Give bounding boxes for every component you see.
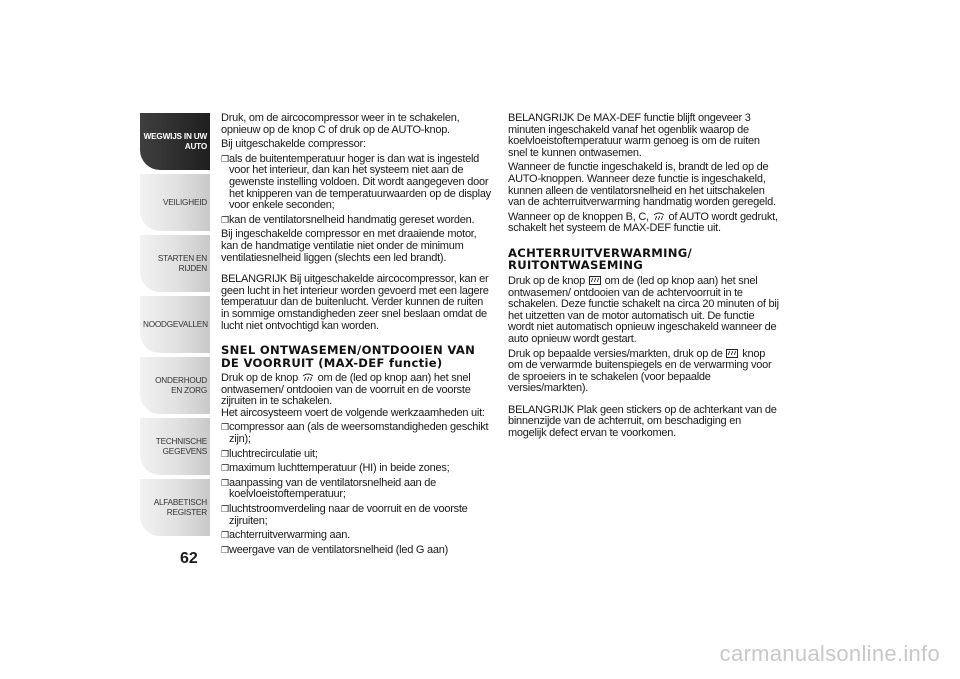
right-column (508, 113, 780, 443)
bullet-icon: ❒ (221, 504, 229, 515)
list-item: ❒ maximum luchttemperatuur (HI) in beide zones; (221, 462, 450, 475)
note-paragraph: BELANGRIJK De MAX-DEF functie blijft ongeveer 3 minuten ingeschakeld vanaf het ogenblik waarop de koelvloeistoftemperatuur warm genoeg is om de ruiten snel te kunnen ontwasemen. (508, 112, 760, 159)
chapter-sidebar (140, 113, 210, 540)
paragraph: Wanneer op de knoppen B, C, of AUTO wordt gedrukt, schakelt het systeem de MAX-DEF functie uit. (508, 210, 778, 235)
left-column (221, 113, 491, 559)
paragraph: Bij uitgeschakelde compressor: (221, 138, 366, 151)
paragraph: Druk op bepaalde versies/markten, druk op de knop om de verwarmde buitenspiegels en de verwarming voor de sproeiers in te schakelen (voor bepaalde versies/markten). (508, 347, 772, 395)
front-defrost-icon (302, 373, 314, 382)
rear-defrost-icon (726, 349, 738, 358)
list-item: ❒ kan de ventilatorsnelheid handmatig gereset worden. (221, 213, 475, 226)
front-defrost-icon (653, 212, 665, 221)
tab-veiligheid[interactable]: VEILIGHEID (140, 174, 210, 231)
bullet-icon: ❒ (221, 153, 229, 164)
list-item: ❒ als de buitentemperatuur hoger is dan wat is ingesteld voor het interieur, dan kan het systeem niet aan de gewenste instelling voldoen. Dit wordt aangegeven door het knipperen van de temperatuurwaarden op de display voor enkele seconden; (221, 152, 491, 212)
list-item: ❒ luchtstroomverdeling naar de voorruit en de voorste zijruiten; (221, 503, 468, 527)
tab-wegwijs-in-uw-auto[interactable]: WEGWIJS IN UW AUTO (140, 113, 210, 170)
note-paragraph: BELANGRIJK Plak geen stickers op de achterkant van de binnenzijde van de achterruit, om beschadiging en mogelijk defect ervan te voorkomen. (508, 403, 777, 440)
tab-starten-en-rijden[interactable]: STARTEN EN RIJDEN (140, 235, 210, 292)
paragraph: Bij ingeschakelde compressor en met draaiende motor, kan de handmatige ventilatie niet onder de minimum ventilatiesnelheid liggen (slechts een led brandt). (221, 228, 477, 264)
tab-alfabetisch-register[interactable]: ALFABETISCH REGISTER (140, 479, 210, 536)
tab-technische-gegevens[interactable]: TECHNISCHE GEGEVENS (140, 418, 210, 475)
rear-defrost-icon (589, 276, 601, 285)
bullet-icon: ❒ (221, 544, 229, 555)
list-item: ❒ achterruitverwarming aan. (221, 529, 350, 542)
paragraph: Wanneer de functie ingeschakeld is, brandt de led op de AUTO-knoppen. Wanneer deze functie is ingeschakeld, kunnen alleen de ventilatorsnelheid en het uitschakelen van de achterruitverwarming handmatig worden geregeld. (508, 161, 776, 209)
page-number: 62 (180, 550, 198, 567)
watermark: carmanualsonline.info (719, 641, 940, 666)
list-item: ❒ aanpassing van de ventilatorsnelheid aan de koelvloeistoftemperatuur; (221, 476, 436, 501)
bullet-icon: ❒ (221, 530, 229, 541)
note-paragraph: BELANGRIJK Bij uitgeschakelde aircocompressor, kan er geen lucht in het interieur worden gevoerd met een lagere temperatuur dan de buitenlucht. Verder kunnen de ruiten in sommige omstandigheden zeer snel beslaan omdat de lucht niet ontvochtigd kan worden. (221, 273, 489, 332)
paragraph: Druk op de knop om de (led op knop aan) het snel ontwasemen/ ontdooien van de achtervoorruit in te schakelen. Deze functie schakelt na circa 20 minuten of bij het uitzetten van de motor automatisch uit. De functie wordt niet automatisch opnieuw ingeschakeld wanneer de auto opnieuw wordt gestart. (508, 274, 779, 345)
section-heading-rear-defrost: ACHTERRUITVERWARMING/ RUITONTWASEMING (508, 245, 693, 273)
tab-onderhoud-en-zorg[interactable]: ONDERHOUD EN ZORG (140, 357, 210, 414)
section-heading-max-def: SNEL ONTWASEMEN/ONTDOOIEN VAN DE VOORRUIT (MAX-DEF functie) (221, 343, 476, 370)
bullet-icon: ❒ (221, 448, 229, 459)
paragraph: Druk op de knop om de (led op knop aan) het snel ontwasemen/ ontdooien van de voorruit en de voorste zijruiten in te schakelen. Het aircosysteem voert de volgende werkzaamheden uit: (221, 372, 485, 419)
list-item: ❒ weergave van de ventilatorsnelheid (led G aan) (221, 543, 449, 556)
list-item: ❒ luchtrecirculatie uit; (221, 447, 318, 460)
bullet-icon: ❒ (221, 422, 229, 433)
bullet-icon: ❒ (221, 463, 229, 474)
bullet-icon: ❒ (221, 214, 229, 225)
paragraph: Druk, om de aircocompressor weer in te schakelen, opnieuw op de knop C of druk op de AUTO-knop. (221, 112, 460, 136)
bullet-icon: ❒ (221, 477, 229, 488)
list-item: ❒ compressor aan (als de weersomstandigheden geschikt zijn); (221, 421, 489, 446)
tab-noodgevallen[interactable]: NOODGEVALLEN (140, 296, 210, 353)
